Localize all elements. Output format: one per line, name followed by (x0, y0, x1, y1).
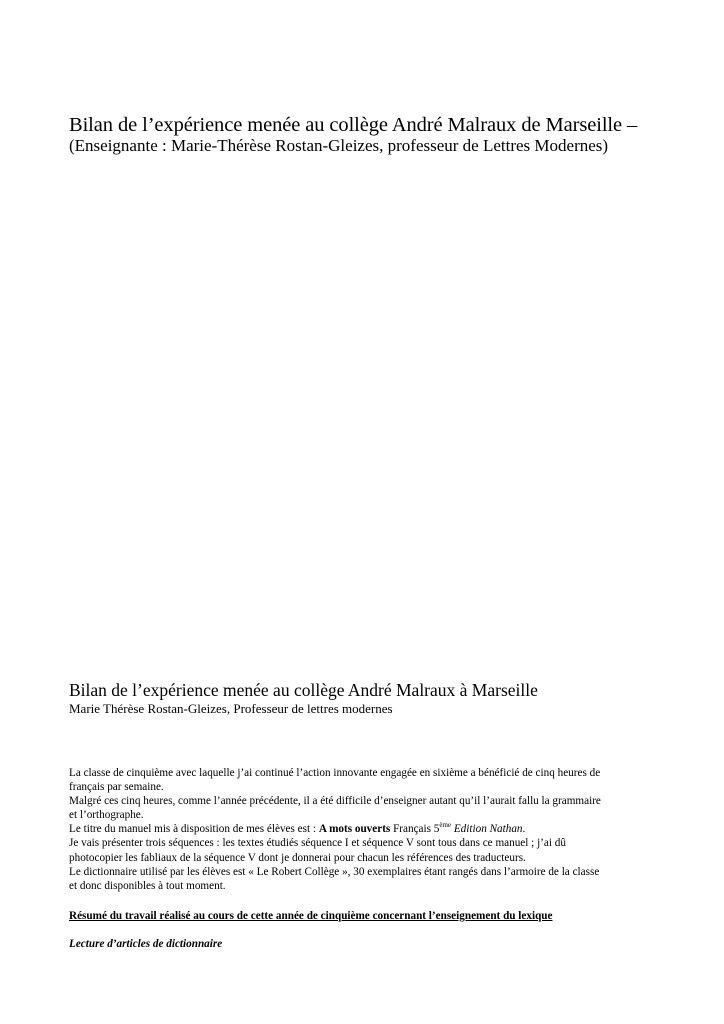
body-paragraph (69, 766, 684, 893)
body-line: photocopier les fabliaux de la séquence V dont je donnerai pour chacun les références des traducteurs. (69, 851, 526, 864)
body-line: Le dictionnaire utilisé par les élèves est « Le Robert Collège », 30 exemplaires étant rangés dans l’armoire de la classe (69, 865, 600, 878)
reading-heading: Lecture d’articles de dictionnaire (69, 938, 223, 950)
manual-end-period: . (522, 823, 526, 836)
manual-subject: Français 5 (390, 823, 440, 836)
manual-title: A mots ouverts (318, 823, 391, 836)
body-line-manual-title (69, 822, 684, 836)
section-author: Marie Thérèse Rostan-Gleizes, Professeur de lettres modernes (69, 701, 393, 716)
body-line: et l’orthographe. (69, 809, 144, 822)
manual-intro-text: Le titre du manuel mis à disposition de mes élèves est : (69, 823, 319, 836)
body-line: La classe de cinquième avec laquelle j’ai continué l’action innovante engagée en sixième a bénéficié de cinq heures de (69, 767, 601, 779)
document-title: Bilan de l’expérience menée au collège André Malraux de Marseille – (69, 114, 638, 136)
grade-superscript: ème (439, 821, 452, 830)
summary-heading: Résumé du travail réalisé au cours de cette année de cinquième concernant l’enseignement du lexique (69, 910, 553, 922)
document-subtitle: (Enseignante : Marie-Thérèse Rostan-Gleizes, professeur de Lettres Modernes) (69, 136, 609, 155)
body-line: Je vais présenter trois séquences : les textes étudiés séquence I et séquence V sont tous dans ce manuel ; j’ai dû (69, 837, 566, 850)
body-line: Malgré ces cinq heures, comme l’année précédente, il a été difficile d’enseigner autant qu’il l’aurait fallu la grammaire (69, 795, 601, 808)
manual-publisher: Edition Nathan (453, 823, 523, 836)
section-title: Bilan de l’expérience menée au collège André Malraux à Marseille (69, 680, 538, 700)
body-line: français par semaine. (69, 781, 164, 794)
body-line: et donc disponibles à tout moment. (69, 879, 226, 892)
